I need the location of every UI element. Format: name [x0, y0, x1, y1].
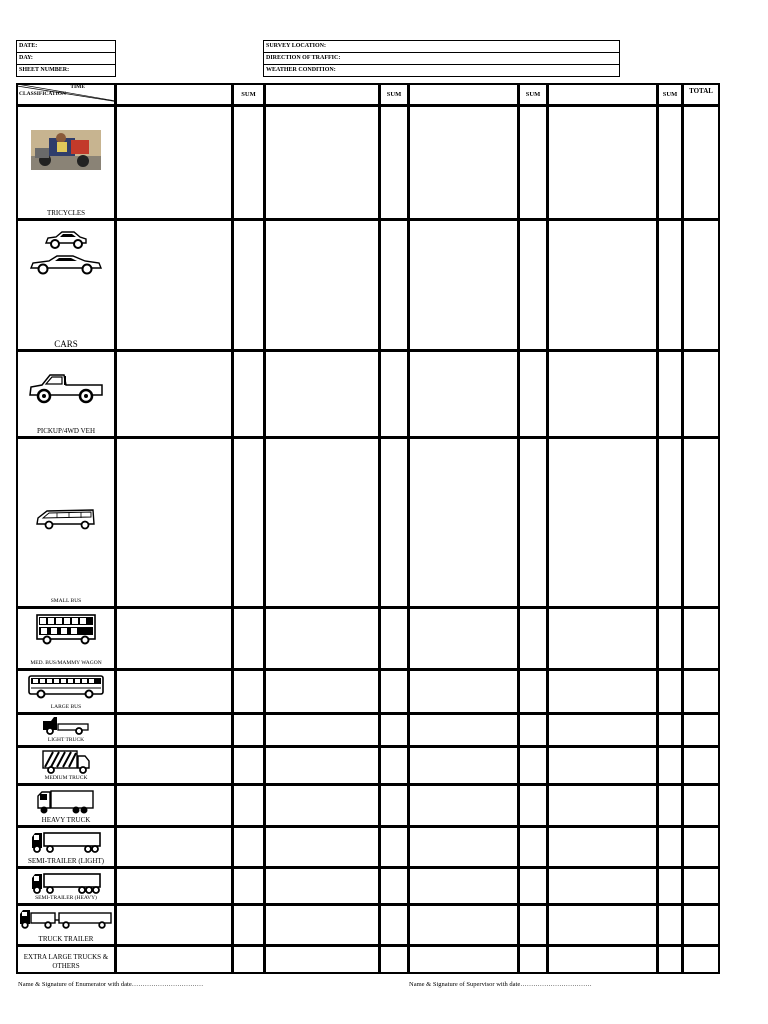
sum-cell[interactable] [380, 714, 409, 747]
sum-cell[interactable] [233, 785, 265, 827]
small-bus-icon [17, 506, 115, 530]
row-label: MEDIUM TRUCK [44, 775, 88, 781]
sum-cell[interactable] [658, 714, 683, 747]
classification-cell [17, 670, 116, 714]
semi-trailer-light-icon [17, 830, 115, 854]
count-cell[interactable] [548, 670, 658, 714]
sum-cell[interactable] [233, 868, 265, 905]
sheet-number-label: SHEET NUMBER: [19, 67, 70, 73]
count-cell[interactable] [265, 785, 380, 827]
sum-header: SUM [519, 84, 548, 106]
date-field[interactable] [17, 41, 115, 53]
light-truck-icon [17, 715, 115, 737]
count-cell[interactable] [409, 106, 519, 220]
sum-cell[interactable] [233, 608, 265, 670]
row-label: HEAVY TRUCK [41, 816, 91, 824]
sheet-number-field[interactable] [17, 65, 115, 77]
count-cell[interactable] [548, 351, 658, 438]
count-cell[interactable] [548, 905, 658, 946]
sum-header: SUM [658, 84, 683, 106]
row-label: SEMI-TRAILER (HEAVY) [35, 895, 97, 901]
day-field[interactable] [17, 53, 115, 65]
classification-cell [17, 351, 116, 438]
sum-cell[interactable] [233, 670, 265, 714]
count-cell[interactable] [265, 946, 380, 974]
day-label: DAY: [19, 55, 33, 61]
count-cell[interactable] [265, 827, 380, 868]
count-cell[interactable] [265, 905, 380, 946]
sum-cell[interactable] [380, 106, 409, 220]
count-cell[interactable] [409, 905, 519, 946]
classification-cell [17, 608, 116, 670]
row-label: SMALL BUS [50, 598, 82, 604]
count-cell[interactable] [265, 220, 380, 351]
total-cell[interactable] [683, 351, 720, 438]
header-box-left [16, 40, 116, 77]
table-row [17, 827, 720, 868]
sum-cell[interactable] [380, 608, 409, 670]
table-row [17, 785, 720, 827]
sum-cell[interactable] [380, 946, 409, 974]
count-cell[interactable] [409, 670, 519, 714]
sum-cell[interactable] [658, 747, 683, 785]
count-cell[interactable] [116, 747, 233, 785]
sum-cell[interactable] [519, 608, 548, 670]
count-cell[interactable] [265, 868, 380, 905]
sum-cell[interactable] [519, 220, 548, 351]
sum-cell[interactable] [658, 438, 683, 608]
medium-truck-icon [17, 749, 115, 775]
sum-cell[interactable] [380, 905, 409, 946]
sum-cell[interactable] [233, 438, 265, 608]
classification-cell [17, 905, 116, 946]
table-row [17, 220, 720, 351]
table-row [17, 670, 720, 714]
sum-cell[interactable] [519, 351, 548, 438]
sum-cell[interactable] [519, 827, 548, 868]
table-row [17, 868, 720, 905]
sum-cell[interactable] [380, 351, 409, 438]
direction-of-traffic-field[interactable] [264, 53, 619, 65]
row-label: EXTRA LARGE TRUCKS & OTHERS [23, 953, 109, 970]
heavy-truck-icon [17, 788, 115, 816]
count-cell[interactable] [116, 946, 233, 974]
sum-header: SUM [380, 84, 409, 106]
count-cell[interactable] [265, 351, 380, 438]
sum-cell[interactable] [658, 905, 683, 946]
row-label: TRUCK TRAILER [38, 935, 94, 943]
sum-cell[interactable] [658, 220, 683, 351]
table-row [17, 714, 720, 747]
count-cell[interactable] [409, 827, 519, 868]
truck-trailer-icon [17, 908, 115, 930]
total-cell[interactable] [683, 670, 720, 714]
sum-cell[interactable] [380, 868, 409, 905]
sum-cell[interactable] [380, 220, 409, 351]
header-box-right [263, 40, 620, 77]
row-label: MED. BUS/MAMMY WAGON [30, 660, 102, 666]
count-cell[interactable] [116, 670, 233, 714]
count-cell[interactable] [116, 106, 233, 220]
count-cell[interactable] [409, 351, 519, 438]
table-row [17, 438, 720, 608]
sum-cell[interactable] [658, 785, 683, 827]
survey-location-field[interactable] [264, 41, 619, 53]
weather-condition-field[interactable] [264, 65, 619, 77]
count-cell[interactable] [548, 747, 658, 785]
classification-cell [17, 747, 116, 785]
count-cell[interactable] [548, 827, 658, 868]
classification-cell [17, 714, 116, 747]
total-cell[interactable] [683, 868, 720, 905]
cars-icon [17, 228, 115, 275]
count-cell[interactable] [409, 747, 519, 785]
direction-of-traffic-label: DIRECTION OF TRAFFIC: [266, 55, 341, 61]
total-cell[interactable] [683, 827, 720, 868]
row-label: SEMI-TRAILER (LIGHT) [27, 857, 104, 865]
count-cell[interactable] [116, 714, 233, 747]
total-cell[interactable] [683, 106, 720, 220]
sum-cell[interactable] [519, 747, 548, 785]
count-cell[interactable] [265, 747, 380, 785]
sum-cell[interactable] [519, 438, 548, 608]
count-cell[interactable] [409, 608, 519, 670]
sum-cell[interactable] [233, 747, 265, 785]
count-cell[interactable] [548, 714, 658, 747]
classification-cell [17, 220, 116, 351]
count-cell[interactable] [116, 905, 233, 946]
tricycle-photo-icon [17, 130, 115, 170]
count-cell[interactable] [116, 608, 233, 670]
table-row [17, 608, 720, 670]
count-cell[interactable] [548, 106, 658, 220]
count-cell[interactable] [116, 351, 233, 438]
sum-cell[interactable] [658, 351, 683, 438]
sum-cell[interactable] [380, 785, 409, 827]
total-cell[interactable] [683, 946, 720, 974]
time-period-header[interactable] [265, 84, 380, 106]
total-cell[interactable] [683, 608, 720, 670]
total-cell[interactable] [683, 438, 720, 608]
row-label: LARGE BUS [50, 704, 82, 710]
semi-trailer-heavy-icon [17, 871, 115, 895]
traffic-count-table [16, 83, 720, 974]
classification-cell [17, 785, 116, 827]
sum-cell[interactable] [519, 106, 548, 220]
sum-cell[interactable] [233, 827, 265, 868]
medium-bus-icon [17, 613, 115, 645]
count-cell[interactable] [409, 438, 519, 608]
row-label: LIGHT TRUCK [47, 737, 85, 743]
sum-cell[interactable] [233, 905, 265, 946]
sum-cell[interactable] [519, 946, 548, 974]
classification-cell [17, 106, 116, 220]
total-cell[interactable] [683, 714, 720, 747]
total-cell[interactable] [683, 905, 720, 946]
time-period-header[interactable] [409, 84, 519, 106]
sum-cell[interactable] [380, 827, 409, 868]
time-period-header[interactable] [548, 84, 658, 106]
sum-cell[interactable] [658, 670, 683, 714]
sum-cell[interactable] [519, 868, 548, 905]
table-row [17, 905, 720, 946]
sum-cell[interactable] [380, 670, 409, 714]
total-cell[interactable] [683, 785, 720, 827]
count-cell[interactable] [265, 670, 380, 714]
classification-cell [17, 438, 116, 608]
sum-cell[interactable] [658, 827, 683, 868]
supervisor-signature-line: Name & Signature of Supervisor with date…………………………… [409, 981, 592, 988]
table-row [17, 351, 720, 438]
count-cell[interactable] [116, 827, 233, 868]
weather-condition-label: WEATHER CONDITION: [266, 67, 336, 73]
enumerator-signature-line: Name & Signature of Enumerator with date…………………………… [18, 981, 204, 988]
count-cell[interactable] [116, 220, 233, 351]
table-row [17, 747, 720, 785]
time-label: TIME [70, 84, 85, 90]
count-cell[interactable] [409, 220, 519, 351]
count-cell[interactable] [116, 438, 233, 608]
time-classification-corner [17, 84, 116, 106]
sum-cell[interactable] [519, 714, 548, 747]
count-cell[interactable] [548, 220, 658, 351]
row-label: PICKUP/4WD VEH [36, 427, 95, 435]
classification-cell [17, 946, 116, 974]
date-label: DATE: [19, 43, 38, 49]
sum-cell[interactable] [519, 670, 548, 714]
sum-cell[interactable] [519, 905, 548, 946]
count-cell[interactable] [548, 946, 658, 974]
sum-cell[interactable] [233, 220, 265, 351]
sum-cell[interactable] [658, 868, 683, 905]
count-cell[interactable] [265, 438, 380, 608]
classification-label: CLASSIFICATION [19, 91, 66, 97]
count-cell[interactable] [548, 438, 658, 608]
time-period-header[interactable] [116, 84, 233, 106]
count-cell[interactable] [265, 106, 380, 220]
sum-cell[interactable] [519, 785, 548, 827]
sum-header: SUM [233, 84, 265, 106]
total-header: TOTAL [683, 84, 720, 106]
sum-cell[interactable] [233, 946, 265, 974]
row-label: TRICYCLES [46, 209, 86, 217]
sum-cell[interactable] [233, 106, 265, 220]
count-cell[interactable] [548, 868, 658, 905]
count-cell[interactable] [409, 785, 519, 827]
classification-cell [17, 868, 116, 905]
sum-cell[interactable] [658, 106, 683, 220]
survey-location-label: SURVEY LOCATION: [266, 43, 326, 49]
sum-cell[interactable] [233, 351, 265, 438]
count-cell[interactable] [548, 785, 658, 827]
count-cell[interactable] [409, 868, 519, 905]
classification-cell [17, 827, 116, 868]
sum-cell[interactable] [380, 438, 409, 608]
pickup-icon [17, 367, 115, 405]
sum-cell[interactable] [380, 747, 409, 785]
table-row [17, 946, 720, 974]
count-cell[interactable] [116, 868, 233, 905]
sum-cell[interactable] [658, 608, 683, 670]
large-bus-icon [17, 673, 115, 701]
count-cell[interactable] [265, 714, 380, 747]
row-label: CARS [54, 339, 78, 349]
count-cell[interactable] [548, 608, 658, 670]
count-cell[interactable] [116, 785, 233, 827]
count-cell[interactable] [409, 946, 519, 974]
count-cell[interactable] [265, 608, 380, 670]
sum-cell[interactable] [658, 946, 683, 974]
table-row [17, 106, 720, 220]
sum-cell[interactable] [233, 714, 265, 747]
total-cell[interactable] [683, 220, 720, 351]
count-cell[interactable] [409, 714, 519, 747]
total-cell[interactable] [683, 747, 720, 785]
